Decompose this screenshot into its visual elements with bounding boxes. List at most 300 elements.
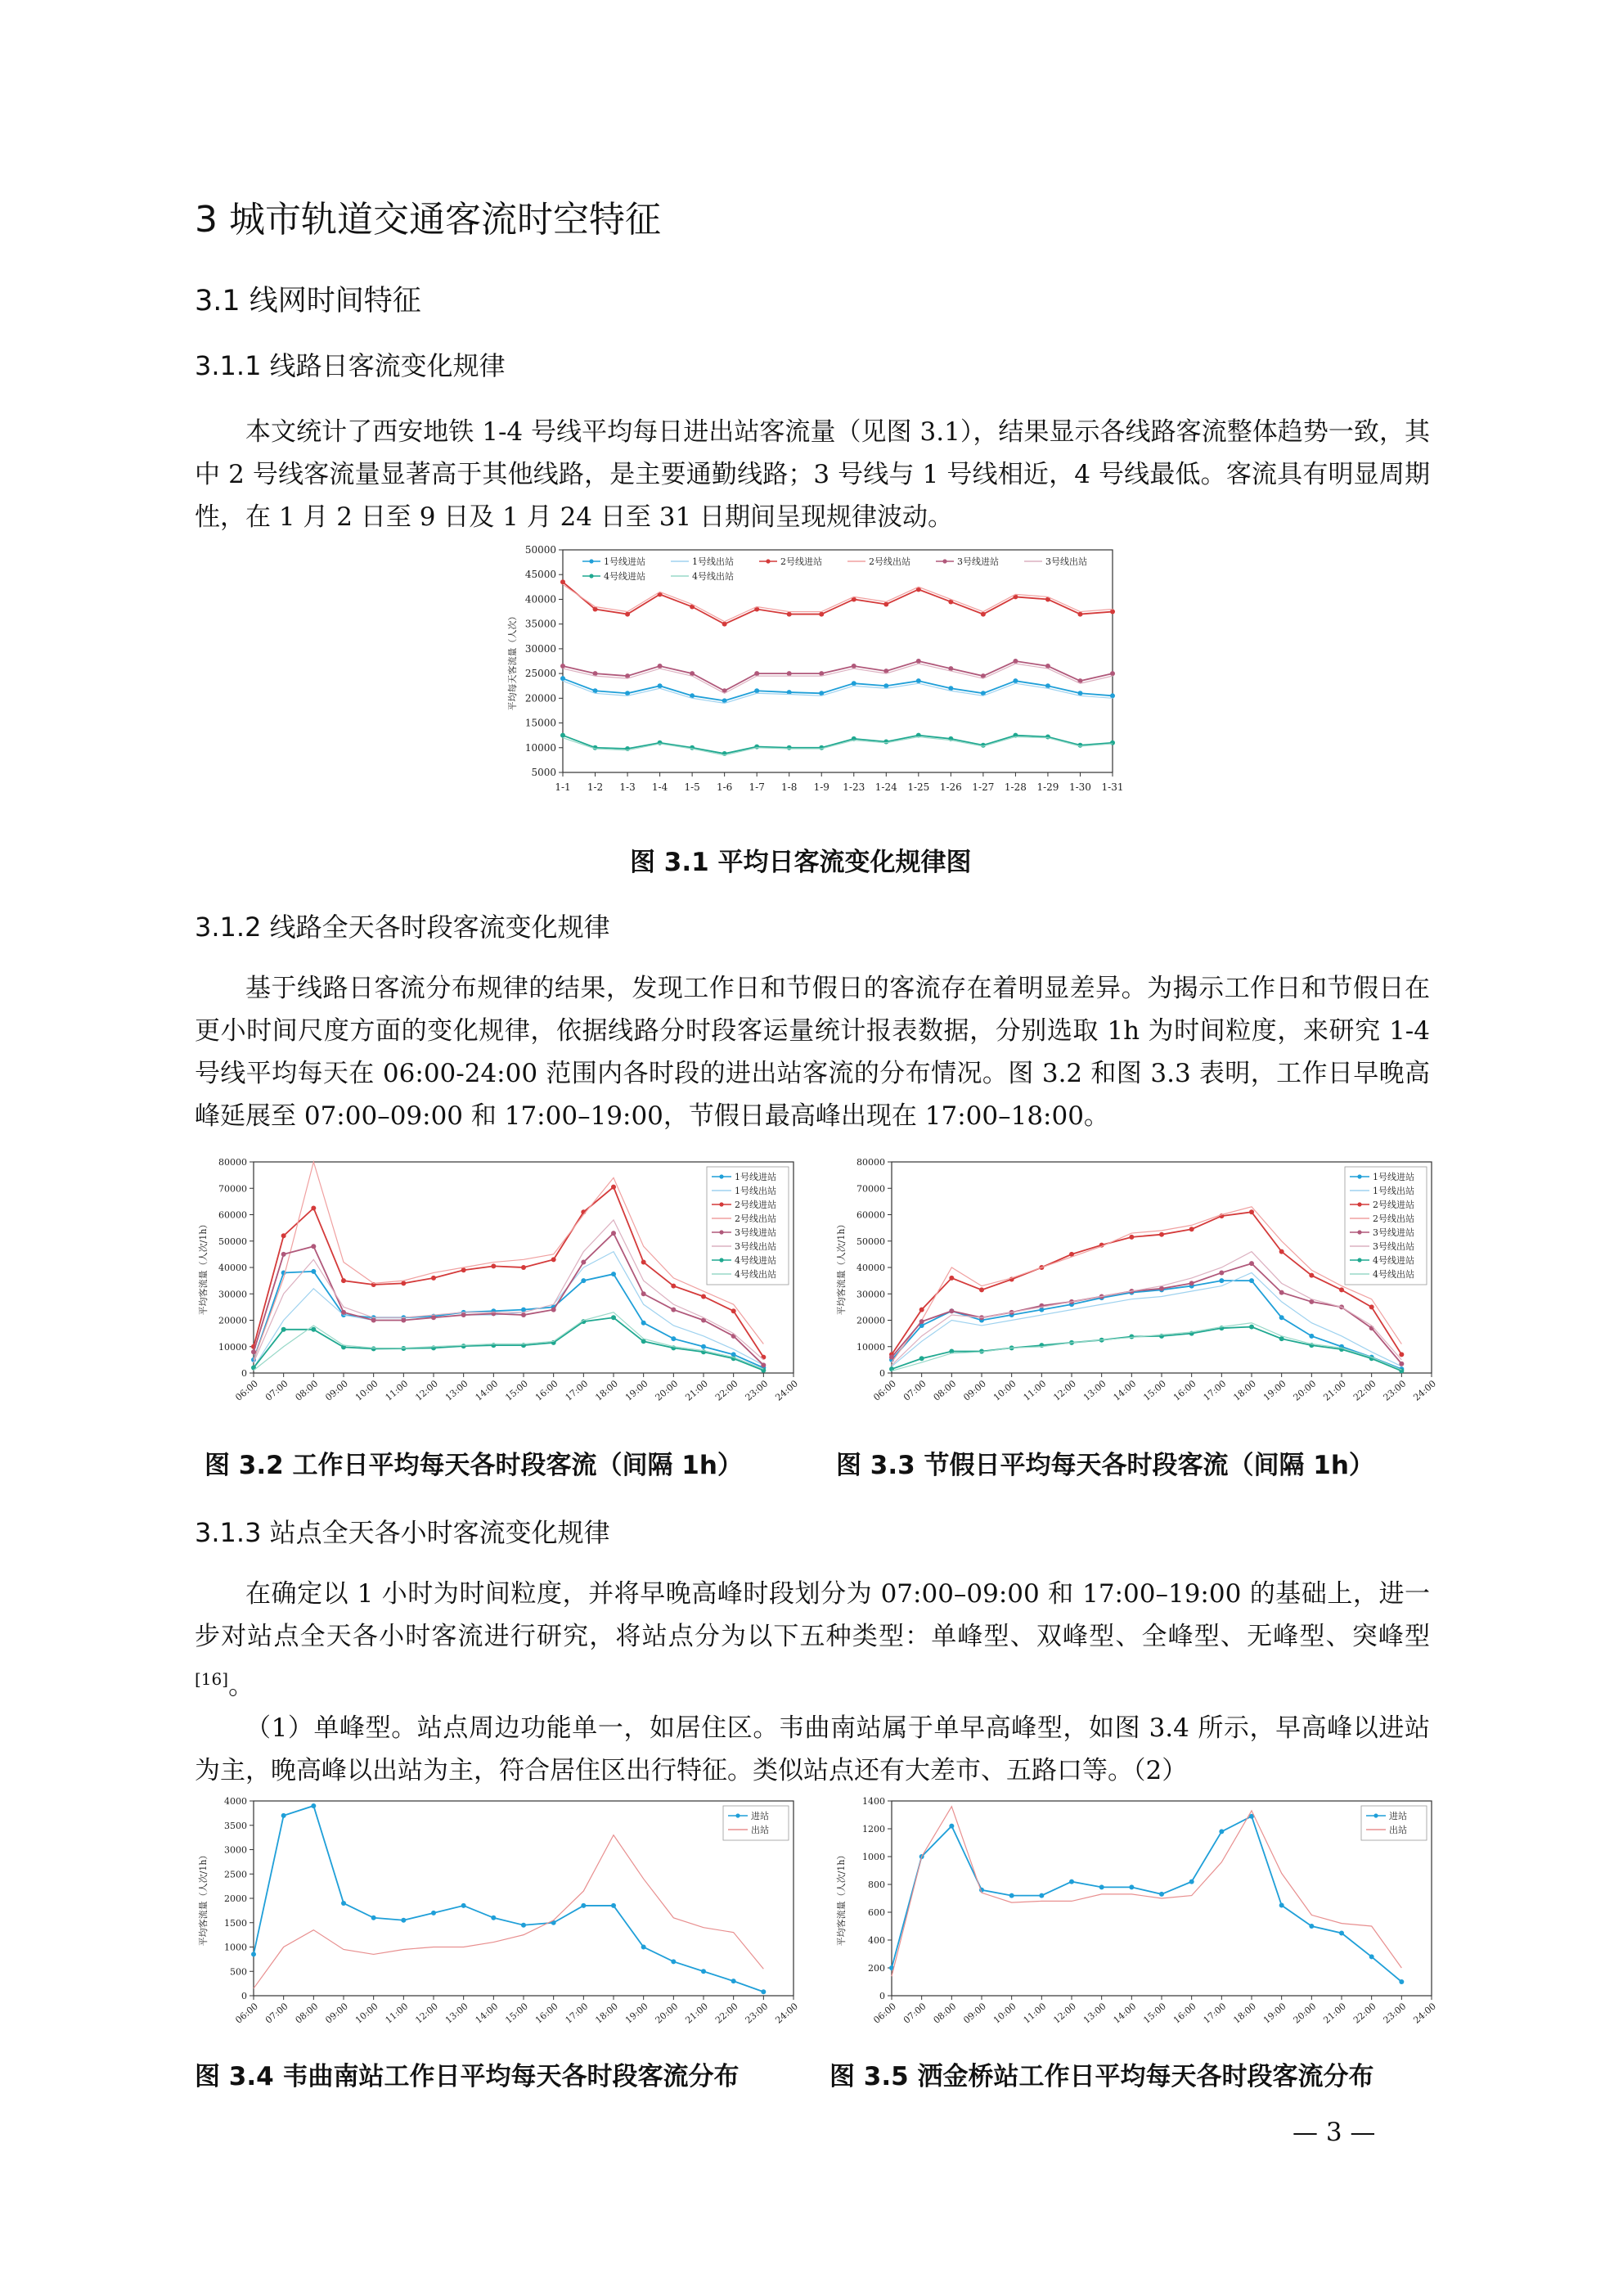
fig33-series-line <box>892 1263 1401 1364</box>
fig33-data-point <box>949 1308 954 1313</box>
fig32-xtick-label: 20:00 <box>653 1378 681 1403</box>
fig32-data-point <box>371 1318 376 1323</box>
fig35-data-point <box>1189 1880 1194 1884</box>
fig33-xtick-label: 16:00 <box>1171 1378 1198 1403</box>
fig32-legend-marker <box>719 1258 723 1262</box>
figure-3-1-chart <box>491 540 1137 835</box>
fig33-data-point <box>889 1355 894 1360</box>
fig35-xtick-label: 14:00 <box>1111 2001 1139 2026</box>
fig31-data-point <box>787 671 792 676</box>
fig34-ytick-label: 2000 <box>224 1893 247 1904</box>
fig34-xtick-label: 14:00 <box>473 2001 501 2026</box>
fig32-data-point <box>581 1260 586 1265</box>
fig33-xtick-label: 22:00 <box>1351 1378 1378 1403</box>
fig35-ytick-label: 1000 <box>862 1852 885 1862</box>
fig33-legend-marker <box>1357 1230 1361 1234</box>
fig33-series-line <box>892 1252 1401 1366</box>
fig35-data-point <box>1399 1979 1404 1984</box>
fig33-data-point <box>1219 1270 1224 1275</box>
fig32-ytick-label: 0 <box>241 1368 247 1379</box>
fig32-xtick-label: 23:00 <box>743 1378 771 1403</box>
fig33-data-point <box>1129 1235 1134 1240</box>
fig33-xtick-label: 06:00 <box>871 1378 898 1403</box>
fig31-series-line <box>563 681 1113 703</box>
fig35-legend-label: 进站 <box>1389 1811 1407 1821</box>
fig33-legend-label: 4号线出站 <box>1373 1269 1414 1280</box>
fig33-data-point <box>1309 1334 1314 1339</box>
fig35-xtick-label: 06:00 <box>871 2001 898 2026</box>
fig32-xtick-label: 10:00 <box>353 1378 380 1403</box>
fig31-xtick-label: 1-9 <box>813 781 829 793</box>
fig32-data-point <box>401 1346 406 1351</box>
fig34-ytick-label: 3000 <box>224 1844 247 1856</box>
fig32-data-point <box>611 1185 616 1190</box>
fig34-plot-frame <box>254 1801 794 1996</box>
fig31-data-point <box>852 664 856 669</box>
fig35-xtick-label: 15:00 <box>1141 2001 1168 2026</box>
fig33-data-point <box>1189 1227 1194 1231</box>
fig31-xtick-label: 1-29 <box>1036 781 1059 793</box>
fig32-data-point <box>611 1315 616 1320</box>
fig32-ytick-label: 50000 <box>218 1236 247 1247</box>
paragraph-4: （1）单峰型。站点周边功能单一，如居住区。韦曲南站属于单早高峰型，如图 3.4 所示，早高峰以进站为主，晚高峰以出站为主，符合居住区出行特征。类似站点还有大差市、五路口等。（2） <box>195 1713 1430 1786</box>
subsection-3-1-2-heading: 3.1.2 线路全天各时段客流变化规律 <box>195 912 610 943</box>
fig32-xtick-label: 07:00 <box>263 1378 290 1403</box>
fig32-data-point <box>311 1205 316 1210</box>
fig33-legend-marker <box>1357 1258 1361 1262</box>
fig31-legend-label: 1号线进站 <box>604 556 645 567</box>
fig31-xtick-label: 1-30 <box>1068 781 1091 793</box>
fig32-ylabel: 平均客流量（人次/1h） <box>198 1219 209 1316</box>
fig31-data-point <box>883 740 888 745</box>
fig35-data-point <box>1279 1903 1284 1908</box>
fig32-xtick-label: 11:00 <box>383 1378 411 1403</box>
fig31-xtick-label: 1-27 <box>972 781 995 793</box>
fig33-legend-label: 4号线进站 <box>1373 1255 1414 1266</box>
fig34-xtick-label: 22:00 <box>713 2001 740 2026</box>
fig31-xtick-label: 1-24 <box>874 781 897 793</box>
figure-3-5-chart <box>826 1788 1448 2042</box>
fig33-xtick-label: 18:00 <box>1231 1378 1258 1403</box>
fig33-ytick-label: 70000 <box>856 1183 885 1195</box>
fig35-data-point <box>1369 1954 1374 1959</box>
fig31-data-point <box>1110 693 1115 698</box>
fig34-data-point <box>581 1903 586 1908</box>
fig33-ytick-label: 20000 <box>856 1315 885 1326</box>
fig33-xtick-label: 23:00 <box>1381 1378 1409 1403</box>
fig34-data-point <box>311 1803 316 1808</box>
fig34-xtick-label: 20:00 <box>653 2001 681 2026</box>
fig32-xtick-label: 15:00 <box>503 1378 530 1403</box>
fig32-legend-label: 4号线出站 <box>735 1269 776 1280</box>
fig35-ytick-label: 600 <box>868 1907 885 1918</box>
fig32-xtick-label: 09:00 <box>323 1378 350 1403</box>
fig31-plot-frame <box>563 550 1113 772</box>
fig33-data-point <box>1279 1315 1284 1320</box>
fig33-data-point <box>1249 1278 1254 1283</box>
figure-3-2 <box>188 1146 810 1424</box>
fig31-data-point <box>1110 671 1115 676</box>
fig32-legend-marker <box>719 1202 723 1206</box>
fig33-xtick-label: 14:00 <box>1111 1378 1139 1403</box>
fig35-ytick-label: 400 <box>868 1935 885 1946</box>
fig32-xtick-label: 24:00 <box>773 1378 800 1403</box>
fig32-data-point <box>551 1308 556 1312</box>
fig32-data-point <box>251 1349 256 1354</box>
fig33-legend-box <box>1345 1167 1427 1285</box>
fig32-data-point <box>281 1233 286 1238</box>
fig32-data-point <box>731 1308 736 1313</box>
subsection-3-1-1-heading: 3.1.1 线路日客流变化规律 <box>195 350 506 381</box>
fig32-ytick-label: 80000 <box>218 1157 247 1168</box>
fig32-data-point <box>401 1281 406 1285</box>
fig34-xtick-label: 08:00 <box>293 2001 321 2026</box>
fig35-xtick-label: 12:00 <box>1051 2001 1078 2026</box>
figure-3-1 <box>491 540 1137 835</box>
figure-3-1-caption: 图 3.1 平均日客流变化规律图 <box>630 848 972 877</box>
fig33-ytick-label: 60000 <box>856 1209 885 1221</box>
fig34-data-point <box>521 1923 526 1928</box>
chapter-title: 3 城市轨道交通客流时空特征 <box>195 199 661 241</box>
fig35-ytick-label: 1200 <box>862 1824 885 1835</box>
fig32-data-point <box>671 1284 676 1289</box>
fig31-data-point <box>1110 741 1115 745</box>
fig33-series-line <box>892 1327 1401 1371</box>
fig32-data-point <box>611 1272 616 1276</box>
fig31-legend-label: 2号线出站 <box>869 556 910 567</box>
fig33-xtick-label: 15:00 <box>1141 1378 1168 1403</box>
fig35-data-point <box>1339 1931 1344 1936</box>
fig32-data-point <box>311 1327 316 1332</box>
fig33-xtick-label: 13:00 <box>1081 1378 1108 1403</box>
fig32-data-point <box>581 1278 586 1283</box>
fig35-xtick-label: 10:00 <box>991 2001 1018 2026</box>
fig35-ytick-label: 200 <box>868 1963 885 1974</box>
fig34-ytick-label: 0 <box>241 1991 247 2001</box>
fig31-legend-label: 4号线进站 <box>604 571 645 582</box>
figure-3-4 <box>188 1788 810 2042</box>
fig31-data-point <box>1013 659 1018 664</box>
fig31-series-line <box>563 582 1113 624</box>
fig32-legend-label: 2号线进站 <box>735 1200 776 1210</box>
fig34-xtick-label: 12:00 <box>413 2001 440 2026</box>
figure-3-3-caption: 图 3.3 节假日平均每天各时段客流（间隔 1h） <box>836 1451 1374 1480</box>
figure-3-5-caption: 图 3.5 洒金桥站工作日平均每天各时段客流分布 <box>829 2062 1374 2091</box>
fig34-xtick-label: 09:00 <box>323 2001 350 2026</box>
fig33-data-point <box>1249 1261 1254 1266</box>
fig33-xtick-label: 08:00 <box>931 1378 959 1403</box>
fig33-xtick-label: 12:00 <box>1051 1378 1078 1403</box>
fig34-ytick-label: 2500 <box>224 1869 247 1880</box>
fig34-ylabel: 平均客流量（人次/1h） <box>198 1850 209 1947</box>
fig31-xtick-label: 1-31 <box>1101 781 1124 793</box>
fig34-xtick-label: 07:00 <box>263 2001 290 2026</box>
fig34-ytick-label: 3500 <box>224 1820 247 1831</box>
fig35-data-point <box>949 1824 954 1829</box>
fig34-data-point <box>461 1903 466 1908</box>
fig32-data-point <box>461 1267 466 1272</box>
fig31-legend-label: 4号线出站 <box>692 571 734 582</box>
fig32-data-point <box>521 1265 526 1270</box>
fig31-legend-marker <box>766 559 770 563</box>
fig31-legend-label: 1号线出站 <box>692 556 734 567</box>
fig33-ylabel: 平均客流量（人次/1h） <box>836 1219 847 1316</box>
figure-3-2-caption: 图 3.2 工作日平均每天各时段客流（间隔 1h） <box>205 1451 743 1480</box>
fig31-ytick-label: 40000 <box>524 593 556 606</box>
fig31-ytick-label: 5000 <box>531 767 556 778</box>
fig31-xtick-label: 1-23 <box>843 781 865 793</box>
fig32-data-point <box>671 1308 676 1312</box>
fig32-xtick-label: 08:00 <box>293 1378 321 1403</box>
fig31-legend-marker <box>589 574 593 578</box>
fig34-data-point <box>401 1918 406 1923</box>
fig32-legend-marker <box>719 1174 723 1178</box>
fig33-ytick-label: 30000 <box>856 1289 885 1300</box>
fig34-data-point <box>761 1989 766 1994</box>
fig32-legend-label: 3号线出站 <box>735 1241 776 1252</box>
fig33-data-point <box>1159 1286 1164 1291</box>
fig31-data-point <box>560 676 565 681</box>
fig32-data-point <box>611 1231 616 1236</box>
paragraph-3-text: 在确定以 1 小时为时间粒度，并将早晚高峰时段划分为 07:00–09:00 和 17:00–19:00 的基础上，进一步对站点全天各小时客流进行研究，将站点分为以下五种类型：单峰型、双峰型、全峰型、无峰型、突峰型 <box>195 1579 1430 1651</box>
citation-ref[interactable]: [16] <box>195 1669 229 1689</box>
fig34-data-point <box>341 1901 346 1906</box>
fig32-ytick-label: 40000 <box>218 1263 247 1273</box>
fig32-legend-box <box>707 1167 789 1285</box>
fig35-xtick-label: 11:00 <box>1021 2001 1049 2026</box>
fig34-ytick-label: 500 <box>230 1966 247 1978</box>
fig33-data-point <box>919 1319 924 1324</box>
figure-3-5 <box>826 1788 1448 2042</box>
fig33-data-point <box>1249 1325 1254 1330</box>
fig34-xtick-label: 10:00 <box>353 2001 380 2026</box>
fig34-data-point <box>701 1969 706 1974</box>
fig33-ytick-label: 10000 <box>856 1341 885 1353</box>
fig34-data-point <box>491 1916 496 1920</box>
fig31-data-point <box>787 612 792 617</box>
fig34-xtick-label: 16:00 <box>533 2001 560 2026</box>
fig33-ytick-label: 50000 <box>856 1236 885 1247</box>
fig33-ytick-label: 80000 <box>856 1157 885 1168</box>
section-3-1-heading: 3.1 线网时间特征 <box>195 285 421 317</box>
fig33-legend-marker <box>1357 1174 1361 1178</box>
fig31-data-point <box>883 601 888 606</box>
fig33-data-point <box>1369 1304 1374 1309</box>
fig32-data-point <box>341 1310 346 1315</box>
fig32-ytick-label: 10000 <box>218 1341 247 1353</box>
fig31-ytick-label: 50000 <box>524 544 556 556</box>
fig32-data-point <box>461 1344 466 1348</box>
paragraph-1-container <box>195 411 1430 538</box>
fig32-data-point <box>431 1276 436 1281</box>
figure-3-4-caption: 图 3.4 韦曲南站工作日平均每天各时段客流分布 <box>195 2062 740 2091</box>
fig35-xtick-label: 24:00 <box>1411 2001 1438 2026</box>
fig32-data-point <box>491 1263 496 1268</box>
fig33-xtick-label: 09:00 <box>961 1378 988 1403</box>
fig34-xtick-label: 13:00 <box>443 2001 470 2026</box>
fig32-data-point <box>701 1344 706 1349</box>
fig33-legend-label: 2号线进站 <box>1373 1200 1414 1210</box>
fig33-data-point <box>1399 1362 1404 1366</box>
figure-3-4-chart <box>188 1788 810 2042</box>
fig34-xtick-label: 15:00 <box>503 2001 530 2026</box>
fig35-legend-label: 出站 <box>1389 1825 1407 1835</box>
fig34-xtick-label: 06:00 <box>233 2001 260 2026</box>
fig32-xtick-label: 06:00 <box>233 1378 260 1403</box>
fig31-data-point <box>754 688 759 693</box>
page-number: — 3 — <box>1293 2118 1376 2147</box>
fig32-data-point <box>371 1346 376 1351</box>
fig35-ytick-label: 1400 <box>862 1796 885 1807</box>
fig34-xtick-label: 18:00 <box>593 2001 620 2026</box>
fig35-xtick-label: 19:00 <box>1261 2001 1288 2026</box>
fig34-data-point <box>671 1959 676 1964</box>
fig34-data-point <box>281 1813 286 1818</box>
fig32-xtick-label: 12:00 <box>413 1378 440 1403</box>
fig32-data-point <box>281 1252 286 1257</box>
fig32-xtick-label: 14:00 <box>473 1378 501 1403</box>
fig31-ytick-label: 35000 <box>524 618 556 630</box>
fig35-xtick-label: 20:00 <box>1291 2001 1319 2026</box>
fig31-ytick-label: 30000 <box>524 642 556 655</box>
fig31-legend-marker <box>589 559 593 563</box>
fig31-data-point <box>754 671 759 676</box>
fig34-xtick-label: 19:00 <box>623 2001 650 2026</box>
fig34-xtick-label: 11:00 <box>383 2001 411 2026</box>
fig32-ytick-label: 30000 <box>218 1289 247 1300</box>
fig33-data-point <box>1129 1334 1134 1339</box>
fig35-xtick-label: 18:00 <box>1231 2001 1258 2026</box>
fig31-data-point <box>1077 612 1082 617</box>
fig32-data-point <box>521 1312 526 1317</box>
fig31-legend-marker <box>942 559 946 563</box>
fig33-xtick-label: 24:00 <box>1411 1378 1438 1403</box>
fig35-xtick-label: 09:00 <box>961 2001 988 2026</box>
fig34-data-point <box>431 1911 436 1916</box>
fig31-ytick-label: 45000 <box>524 569 556 581</box>
fig31-data-point <box>722 622 727 627</box>
fig35-data-point <box>1159 1892 1164 1897</box>
fig31-xtick-label: 1-7 <box>749 781 765 793</box>
fig33-data-point <box>1339 1287 1344 1292</box>
fig31-data-point <box>560 733 565 738</box>
fig31-ytick-label: 25000 <box>524 668 556 680</box>
fig35-data-point <box>1099 1884 1104 1889</box>
fig32-data-point <box>641 1260 646 1265</box>
fig31-data-point <box>658 683 663 688</box>
fig35-data-point <box>1129 1884 1134 1889</box>
fig34-ytick-label: 1500 <box>224 1917 247 1929</box>
fig33-data-point <box>949 1276 954 1281</box>
fig33-data-point <box>1219 1278 1224 1283</box>
fig31-xtick-label: 1-8 <box>781 781 798 793</box>
paragraph-1: 本文统计了西安地铁 1-4 号线平均每日进出站客流量（见图 3.1），结果显示各线路客流整体趋势一致，其中 2 号线客流量显著高于其他线路，是主要通勤线路；3 号线与 1 号线相近，4 号线最低。客流具有明显周期性，在 1 月 2 日至 9 日及 1 月 24 日至 31 日期间呈现规律波动。 <box>195 417 1430 532</box>
fig31-data-point <box>658 664 663 669</box>
fig34-data-point <box>371 1916 376 1920</box>
fig31-xtick-label: 1-6 <box>716 781 733 793</box>
fig34-data-point <box>611 1903 616 1908</box>
fig35-xtick-label: 23:00 <box>1381 2001 1409 2026</box>
fig32-data-point <box>641 1291 646 1296</box>
fig34-xtick-label: 21:00 <box>683 2001 710 2026</box>
fig31-data-point <box>1013 678 1018 683</box>
figure-3-2-chart <box>188 1146 810 1424</box>
fig31-ytick-label: 10000 <box>524 741 556 754</box>
fig31-data-point <box>1110 610 1115 615</box>
fig31-xtick-label: 1-26 <box>939 781 962 793</box>
fig33-legend-label: 3号线进站 <box>1373 1227 1414 1238</box>
fig35-legend-marker <box>1373 1813 1378 1817</box>
fig35-xtick-label: 22:00 <box>1351 2001 1378 2026</box>
fig33-data-point <box>1399 1352 1404 1357</box>
fig32-data-point <box>461 1312 466 1317</box>
fig34-data-point <box>641 1945 646 1950</box>
fig32-ytick-label: 20000 <box>218 1315 247 1326</box>
fig32-xtick-label: 19:00 <box>623 1378 650 1403</box>
fig35-ylabel: 平均客流量（人次/1h） <box>836 1850 847 1947</box>
fig33-data-point <box>919 1308 924 1312</box>
fig34-data-point <box>251 1952 256 1956</box>
fig32-xtick-label: 22:00 <box>713 1378 740 1403</box>
fig32-data-point <box>401 1318 406 1323</box>
fig31-data-point <box>819 745 824 750</box>
fig32-data-point <box>311 1244 316 1249</box>
fig32-series-line <box>254 1312 763 1371</box>
fig31-xtick-label: 1-5 <box>684 781 700 793</box>
fig31-data-point <box>787 745 792 750</box>
fig35-data-point <box>1219 1829 1224 1834</box>
fig33-data-point <box>1279 1290 1284 1295</box>
fig33-ytick-label: 40000 <box>856 1263 885 1273</box>
fig33-data-point <box>979 1287 984 1292</box>
fig32-legend-label: 2号线出站 <box>735 1213 776 1224</box>
fig34-xtick-label: 17:00 <box>563 2001 591 2026</box>
paragraph-3-end: 。 <box>228 1671 254 1701</box>
fig35-ytick-label: 800 <box>868 1880 885 1890</box>
fig33-data-point <box>1189 1281 1194 1285</box>
fig32-ytick-label: 60000 <box>218 1209 247 1221</box>
fig33-series-line <box>892 1281 1401 1369</box>
fig32-legend-marker <box>719 1230 723 1234</box>
fig32-data-point <box>671 1336 676 1341</box>
fig32-legend-label: 1号线出站 <box>735 1186 776 1196</box>
fig31-xtick-label: 1-1 <box>555 781 571 793</box>
fig35-xtick-label: 21:00 <box>1321 2001 1348 2026</box>
fig31-data-point <box>981 612 986 617</box>
fig33-legend-label: 1号线出站 <box>1373 1186 1414 1196</box>
fig35-ytick-label: 0 <box>879 1991 885 2001</box>
fig33-data-point <box>1249 1209 1254 1214</box>
fig33-data-point <box>919 1356 924 1361</box>
fig35-data-point <box>1039 1893 1044 1898</box>
fig32-data-point <box>701 1294 706 1299</box>
fig35-data-point <box>1009 1893 1014 1898</box>
fig31-xtick-label: 1-28 <box>1004 781 1027 793</box>
fig32-data-point <box>761 1362 766 1367</box>
fig33-data-point <box>1279 1249 1284 1254</box>
fig33-legend-label: 1号线进站 <box>1373 1172 1414 1182</box>
fig33-xtick-label: 07:00 <box>901 1378 928 1403</box>
fig34-legend-label: 进站 <box>751 1811 769 1821</box>
fig31-legend-label: 3号线出站 <box>1045 556 1087 567</box>
fig31-legend-label: 3号线进站 <box>957 556 999 567</box>
fig32-xtick-label: 16:00 <box>533 1378 560 1403</box>
fig33-xtick-label: 10:00 <box>991 1378 1018 1403</box>
fig33-legend-marker <box>1357 1202 1361 1206</box>
fig32-xtick-label: 17:00 <box>563 1378 591 1403</box>
fig34-ytick-label: 1000 <box>224 1942 247 1953</box>
fig32-data-point <box>341 1278 346 1283</box>
